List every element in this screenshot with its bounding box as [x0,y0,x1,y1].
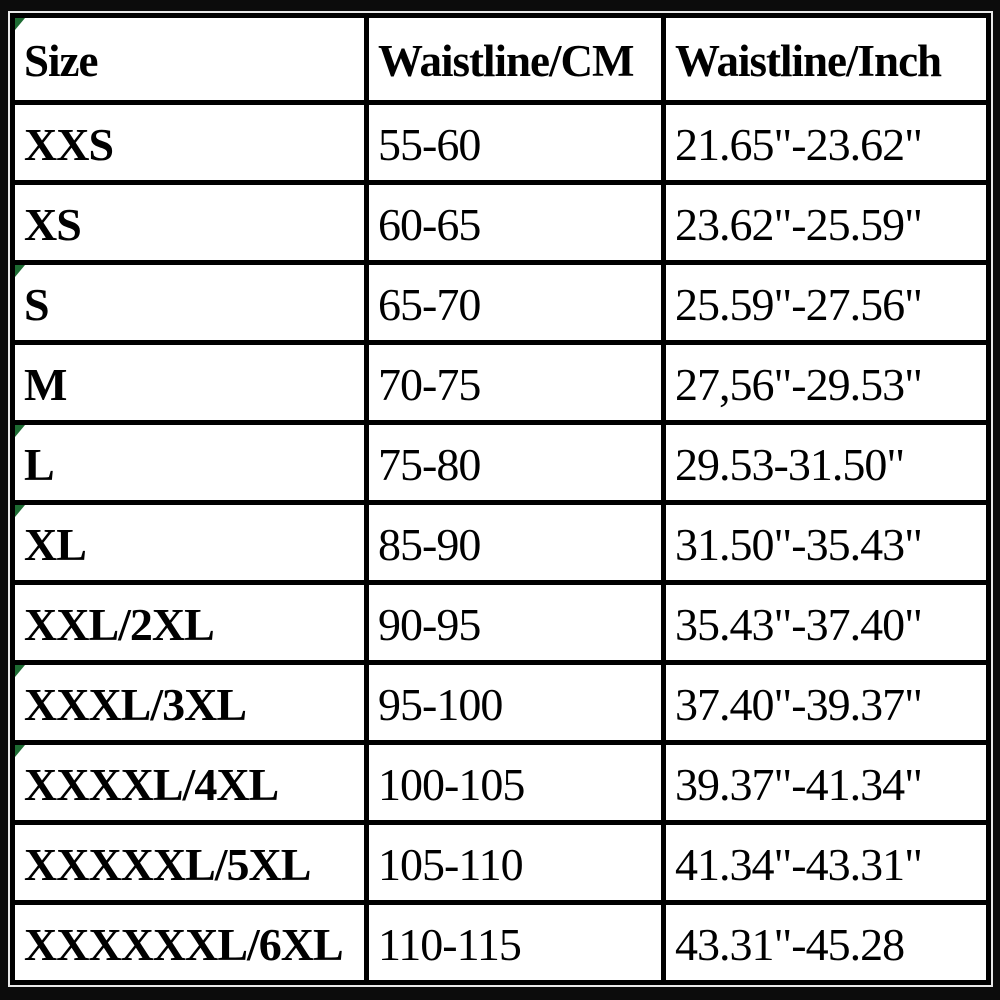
corner-marker-icon [15,18,25,30]
size-cell [13,663,367,743]
size-chart-body [13,103,989,983]
size-cell-text: L [24,439,54,490]
column-header-label: Waistline/CM [378,36,634,86]
cm-cell-text: 100-105 [378,759,525,810]
cm-cell-text: 105-110 [378,839,523,890]
column-header-label: Waistline/Inch [675,36,942,86]
inch-cell [664,343,989,423]
inch-cell [664,903,989,983]
inch-cell [664,423,989,503]
table-row [13,903,989,983]
column-header-waistline-inch [664,16,989,103]
inch-cell [664,183,989,263]
table-row [13,823,989,903]
size-cell-text: XS [24,199,81,250]
cm-cell [367,903,664,983]
inch-cell [664,583,989,663]
inch-cell [664,743,989,823]
inch-cell-text: 39.37"-41.34" [675,759,922,810]
corner-marker-icon [15,265,25,277]
table-row [13,743,989,823]
column-header-label: Size [24,36,98,86]
size-cell-text: XXL/2XL [24,599,214,650]
cm-cell-text: 65-70 [378,279,481,330]
inch-cell-text: 43.31"-45.28 [675,919,905,970]
table-row [13,663,989,743]
cm-cell-text: 85-90 [378,519,481,570]
size-cell-text: XXXXXL/5XL [24,839,311,890]
size-cell-text: S [24,279,49,330]
corner-marker-icon [15,505,25,517]
size-cell [13,423,367,503]
cm-cell [367,663,664,743]
inch-cell-text: 23.62"-25.59" [675,199,922,250]
cm-cell-text: 60-65 [378,199,481,250]
table-row [13,503,989,583]
inch-cell [664,663,989,743]
size-cell [13,183,367,263]
cm-cell-text: 75-80 [378,439,481,490]
column-header-waistline-cm [367,16,664,103]
size-cell [13,263,367,343]
inch-cell-text: 25.59"-27.56" [675,279,922,330]
inch-cell-text: 27,56"-29.53" [675,359,922,410]
size-cell [13,743,367,823]
inch-cell [664,503,989,583]
table-row [13,103,989,183]
inch-cell [664,103,989,183]
cm-cell [367,263,664,343]
cm-cell [367,583,664,663]
size-cell-text: XL [24,519,86,570]
cm-cell-text: 95-100 [378,679,503,730]
size-cell [13,903,367,983]
cm-cell-text: 70-75 [378,359,481,410]
table-row [13,583,989,663]
size-chart-header [13,16,989,103]
corner-marker-icon [15,425,25,437]
inch-cell-text: 41.34"-43.31" [675,839,922,890]
inch-cell-text: 35.43"-37.40" [675,599,922,650]
size-cell-text: XXXXL/4XL [24,759,279,810]
size-cell [13,343,367,423]
corner-marker-icon [15,665,25,677]
cm-cell [367,503,664,583]
table-row [13,183,989,263]
cm-cell-text: 55-60 [378,119,481,170]
cm-cell [367,343,664,423]
size-cell [13,503,367,583]
cm-cell [367,423,664,503]
size-cell [13,583,367,663]
cm-cell [367,103,664,183]
size-cell-text: XXXL/3XL [24,679,247,730]
cm-cell [367,743,664,823]
header-row [13,16,989,103]
cm-cell [367,183,664,263]
size-cell-text: M [24,359,67,410]
cm-cell-text: 90-95 [378,599,481,650]
size-cell-text: XXXXXXL/6XL [24,919,343,970]
size-cell [13,103,367,183]
column-header-size [13,16,367,103]
size-cell-text: XXS [24,119,114,170]
inch-cell-text: 29.53-31.50" [675,439,905,490]
inch-cell [664,263,989,343]
size-chart-container [10,13,991,985]
table-row [13,343,989,423]
inch-cell-text: 37.40"-39.37" [675,679,922,730]
table-row [13,423,989,503]
table-row [13,263,989,343]
inch-cell [664,823,989,903]
cm-cell-text: 110-115 [378,919,521,970]
inch-cell-text: 21.65"-23.62" [675,119,922,170]
cm-cell [367,823,664,903]
inch-cell-text: 31.50"-35.43" [675,519,922,570]
size-chart-table [10,13,991,985]
corner-marker-icon [15,745,25,757]
size-cell [13,823,367,903]
